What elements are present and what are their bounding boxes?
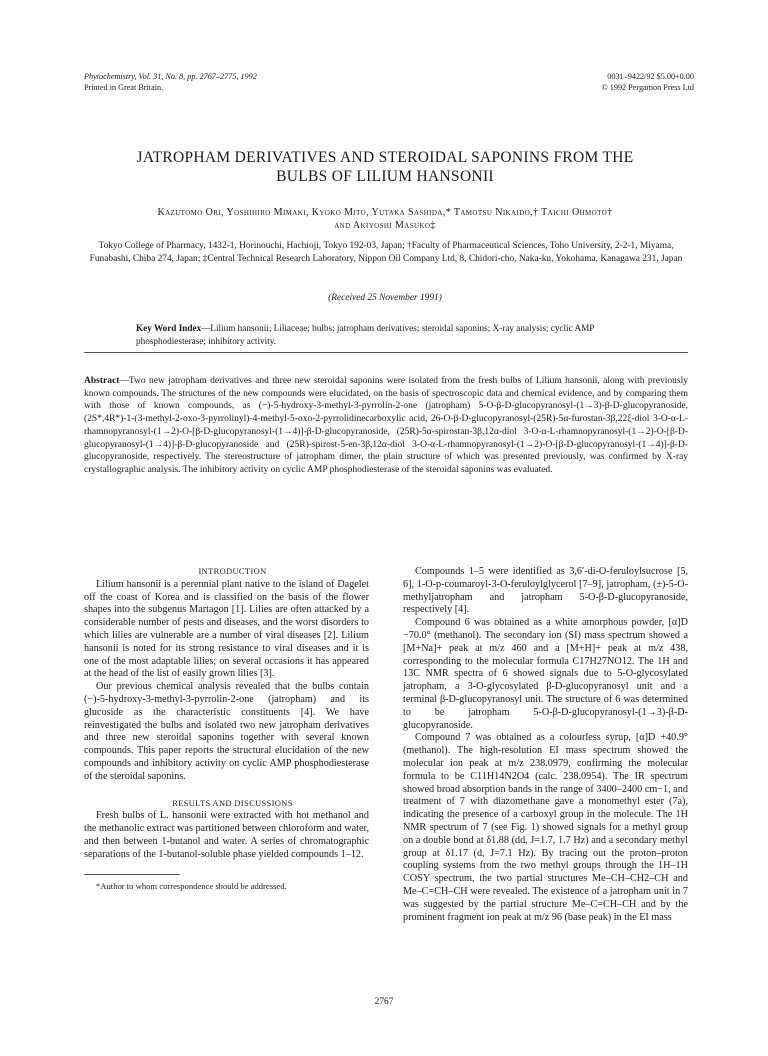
correspondence-footnote: *Author to whom correspondence should be addressed. [96, 880, 287, 891]
left-column [84, 566, 369, 892]
results-heading: RESULTS AND DISCUSSIONS [172, 798, 293, 808]
page-number: 2767 [374, 997, 394, 1007]
author-list [60, 206, 710, 232]
intro-paragraph-1: Lilium hansonii is a perennial plant native to the island of Dagelet off the coast of Korea and is classified on the basis of the flower shapes into the subgenus Martagon [1]. Lilies are often attacked by a considerable number of pests and diseases, and the worst disorders to which lilies are vulnerable are a number of viral diseases [2]. Lilium hansonii is noted for its strong resistance to viral diseases and it is one of the most adaptable lilies; on several occasions it has appeared at the head of the list of easily grown lilies [3]. [84, 578, 369, 680]
results-paragraph-2: Compounds 1–5 were identified as 3,6′-di-O-feruloylsucrose [5, 6], 1-O-p-coumaroyl-3-O-feruloylglycerol [7–9], jatropham, (±)-5-O-methyljatropham and jatropham 5-O-β-D-glucopyranoside, respectively [4]. [403, 566, 688, 616]
title-line-2: BULBS OF LILIUM HANSONII [276, 168, 494, 185]
intro-paragraph-2: Our previous chemical analysis revealed that the bulbs contain (−)-5-hydroxy-3-methyl-3-pyrrolin-2-one (jatropham) and its glucoside as the characteristic constituents [4]. We have reinvestigated the bulbs and isolated two new jatropham derivatives and three new steroidal saponins together with several known compounds. This paper reports the structural elucidation of the new compounds and inhibitory activity on cyclic AMP phosphodiesterase of the steroidal saponins. [84, 681, 369, 782]
abstract-label: Abstract [84, 376, 120, 386]
title-line-1: JATROPHAM DERIVATIVES AND STEROIDAL SAPONINS FROM THE [136, 149, 634, 166]
paper-title [60, 148, 710, 186]
copyright-line: © 1992 Pergamon Press Ltd [601, 82, 694, 92]
keyword-index [136, 322, 632, 347]
abstract-text: —Two new jatropham derivatives and three new steroidal saponins were isolated from the fresh bulbs of Lilium hansonii, along with previously known compounds. The structures of the new compounds were elucidated, on the basis of spectroscopic data and chemical evidence, and by comparing them with those of known compounds, as (−)-5-hydroxy-3-methyl-3-pyrrolin-2-one (jatropham) 5-O-β-D-glucopyranosyl-(1→3)-β-D-glucopyranoside, (2S*,4R*)-1-(3-methyl-2-oxo-3-pyrrolinyl)-4-methyl-5-oxo-2-pyrrolidinecarboxylic acid, 26-O-β-D-glucopyranosyl-(25R)-5α-furostan-3β,22ξ-diol 3-O-α-L-rhamnopyranosyl-(1→2)-O-[β-D-glucopyranosyl-(1→4)]-β-D-glucopyranoside, (25R)-5α-spirostan-3β,12α-diol 3-O-α-L-rhamnopyranosyl-(1→2)-O-[β-D-glucopyranosyl-(1→4)]-β-D-glucopyranoside and (25R)-spirost-5-en-3β,12α-diol 3-O-α-L-rhamnopyranosyl-(1→2)-O-[β-D-glucopyranosyl-(1→4)]-β-D-glucopyranoside, respectively. The stereostructure of jatropham dimer, the plain structure of which was presented previously, was confirmed by X-ray crystallographic analysis. The inhibitory activity on cyclic AMP phosphodiesterase of the steroidal saponins was evaluated. [84, 376, 688, 475]
right-column [403, 566, 688, 924]
affiliations: Tokyo College of Pharmacy, 1432-1, Horinouchi, Hachioji, Tokyo 192-03, Japan; †Faculty of Pharmaceutical Sciences, Toho University, 2-2-1, Miyama, Funabashi, Chiba 274, Japan; ‡Central Technical Research Laboratory, Nippon Oil Company Ltd, 8, Chidori-cho, Naka-ku, Yokohama, Kanagawa 231, Japan [89, 241, 683, 264]
received-date: (Received 25 November 1991) [328, 293, 442, 303]
printed-location: Printed in Great Britain. [84, 82, 164, 92]
results-paragraph-3: Compound 6 was obtained as a white amorphous powder, [α]D −70.0° (methanol). The secondary ion (SI) mass spectrum showed a [M+Na]+ peak at m/z 460 and a [M+H]+ peak at m/z 438, corresponding to the molecular formula C17H27NO12. The 1H and 13C NMR spectra of 6 showed signals due to 5-O-glycosylated jatropham, a 3-O-glycosylated β-D-glucopyranosyl unit and a terminal β-D-glucopyranosyl unit. The structure of 6 was determined to be jatropham 5-O-β-D-glucopyranosyl-(1→3)-β-D-glucopyranoside. [403, 617, 688, 731]
results-paragraph-1: Fresh bulbs of L. hansonii were extracted with hot methanol and the methanolic extract was partitioned between chloroform and water, and then between 1-butanol and water. A series of chromatographic separations of the 1-butanol-soluble phase yielded compounds 1–12. [84, 810, 370, 860]
divider [84, 352, 688, 353]
keyword-label: Key Word Index [136, 323, 202, 333]
keyword-text: —Lilium hansonii; Liliaceae; bulbs; jatropham derivatives; steroidal saponins; X-ray analysis; cyclic AMP phosphodiesterase; inhibitory activity. [136, 323, 595, 346]
results-paragraph-4: Compound 7 was obtained as a colourless syrup, [α]D +40.9° (methanol). The high-resolution EI mass spectrum showed the molecular ion peak at m/z 238.0979, confirming the molecular formula to be C11H14N2O4 (calc. 238.0954). The IR spectrum showed broad absorption bands in the range of 3400–2400 cm−1, and treatment of 7 with diazomethane gave a monomethyl ester (7a), indicating the presence of a carboxyl group in the molecule. The 1H NMR spectrum of 7 (see Fig. 1) showed signals for a methyl group on a double bond at δ1.88 (dd, J=1.7, 1.7 Hz) and a secondary methyl group at δ1.17 (d, J=7.1 Hz). By tracing out the proton–proton coupling systems from the two methyl groups through the 1H–1H COSY spectrum, the two partial structures Me–CH–CH2–CH and Me–C=CH–CH were revealed. The existence of a jatropham unit in 7 was suggested by the partial structure Me–C=CH–CH and by the prominent fragment ion peak at m/z 96 (base peak) in the EI mass [403, 732, 688, 923]
authors-line-1: Kazutomo Ori, Yoshihiro Mimaki, Kyoko Mito, Yutaka Sashida,* Tamotsu Nikaido,† Taichi Ohmoto† [157, 207, 613, 218]
footnote-divider [84, 874, 180, 875]
introduction-heading: INTRODUCTION [198, 567, 267, 576]
issn-price: 0031–9422/92 $5.00+0.00 [607, 72, 694, 81]
journal-header [84, 72, 257, 93]
authors-line-2: and Akiyoshi Masuko‡ [334, 220, 436, 231]
abstract [84, 375, 688, 477]
journal-citation: Phytochemistry, Vol. 31, No. 8, pp. 2767–2775, 1992 [84, 72, 257, 81]
copyright-header [602, 72, 695, 93]
